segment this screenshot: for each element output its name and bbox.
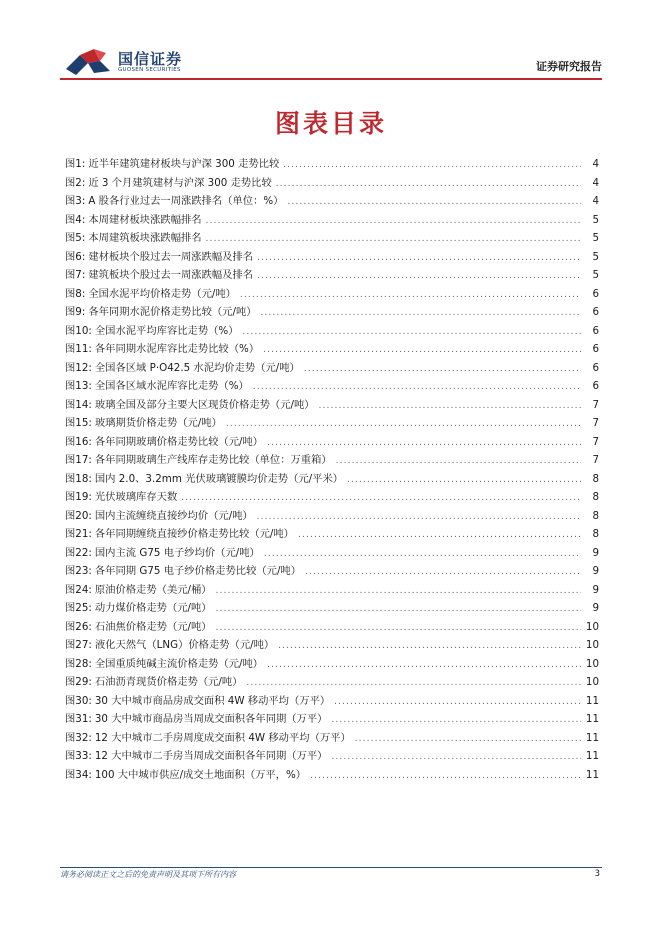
toc-figure-label: 图19:	[65, 491, 92, 503]
toc-entry[interactable]	[65, 636, 599, 655]
page-header	[0, 0, 662, 82]
report-type-label: 证券研究报告	[536, 60, 602, 73]
toc-entry[interactable]	[65, 414, 599, 433]
toc-page-number: 11	[585, 713, 599, 725]
toc-page-number: 5	[592, 213, 599, 226]
toc-entry[interactable]	[65, 673, 599, 692]
toc-figure-title: 液化天然气（LNG）价格走势（元/吨）	[94, 639, 275, 651]
toc-entry[interactable]	[65, 710, 599, 729]
toc-page-number: 9	[592, 602, 599, 614]
toc-figure-label: 图23:	[65, 565, 92, 577]
toc-figure-title: 各年同期水泥价格走势比较（元/吨）	[88, 306, 257, 318]
toc-entry[interactable]	[65, 266, 599, 285]
toc-figure-label: 图24:	[65, 583, 92, 596]
toc-dot-leader	[206, 230, 581, 249]
toc-page-number: 9	[592, 565, 599, 577]
toc-entry[interactable]	[65, 599, 599, 618]
toc-entry[interactable]	[65, 359, 599, 378]
toc-figure-label: 图32:	[65, 731, 92, 744]
toc-page-number: 7	[592, 417, 599, 429]
toc-dot-leader	[216, 619, 581, 638]
toc-entry[interactable]	[65, 322, 599, 341]
toc-figure-label: 图6:	[65, 250, 86, 263]
toc-figure-title: 动力煤价格走势（元/吨）	[94, 602, 212, 614]
toc-page-number: 8	[592, 472, 599, 485]
toc-entry[interactable]	[65, 507, 599, 526]
toc-figure-label: 图2:	[65, 176, 86, 189]
toc-dot-leader	[304, 360, 581, 379]
toc-dot-leader	[181, 489, 581, 508]
toc-page-number: 5	[592, 232, 599, 244]
toc-entry[interactable]	[65, 303, 599, 322]
toc-dot-leader	[257, 508, 581, 527]
toc-entry[interactable]	[65, 211, 599, 230]
toc-dot-leader	[276, 175, 581, 194]
toc-figure-label: 图12:	[65, 361, 92, 374]
toc-figure-title: 全国水泥平均价格走势（元/吨）	[88, 287, 236, 300]
toc-figure-title: 近半年建筑建材板块与沪深 300 走势比较	[88, 158, 280, 170]
toc-page-number: 9	[592, 583, 599, 596]
toc-figure-title: 国内主流 G75 电子纱均价（元/吨）	[94, 546, 260, 559]
toc-figure-title: 30 大中城市商品房当周成交面积各年同期（万平）	[94, 713, 328, 725]
toc-figure-label: 图14:	[65, 398, 92, 411]
toc-figure-title: 建材板块个股过去一周涨跌幅及排名	[88, 250, 254, 263]
toc-figure-label: 图28:	[65, 657, 92, 670]
toc-figure-label: 图16:	[65, 435, 92, 448]
toc-dot-leader	[267, 656, 581, 675]
toc-dot-leader	[257, 267, 581, 286]
toc-figure-title: 12 大中城市二手房周度成交面积 4W 移动平均（万平）	[94, 731, 351, 744]
toc-entry[interactable]	[65, 340, 599, 359]
toc-dot-leader	[283, 156, 581, 175]
toc-figure-title: 国内主流缠绕直接纱均价（元/吨）	[94, 509, 253, 522]
toc-dot-leader	[278, 637, 581, 656]
toc-figure-label: 图3:	[65, 195, 86, 207]
toc-page-number: 6	[592, 380, 599, 392]
toc-page-number: 10	[585, 657, 599, 670]
toc-page-number: 8	[592, 528, 599, 540]
toc-figure-label: 图21:	[65, 528, 92, 540]
toc-dot-leader	[264, 545, 581, 564]
page-title: 图表目录	[274, 109, 387, 138]
toc-page-number: 11	[585, 768, 599, 781]
toc-figure-title: 玻璃全国及部分主要大区现货价格走势（元/吨）	[94, 398, 315, 411]
toc-entry[interactable]	[65, 692, 599, 711]
toc-entry[interactable]	[65, 433, 599, 452]
toc-entry[interactable]	[65, 581, 599, 600]
toc-figure-label: 图17:	[65, 454, 92, 466]
toc-dot-leader	[287, 193, 581, 212]
toc-figure-title: 全国重质纯碱主流价格走势（元/吨）	[94, 657, 264, 670]
toc-page-number: 10	[585, 620, 599, 633]
toc-figure-label: 图29:	[65, 676, 92, 688]
toc-dot-leader	[334, 693, 581, 712]
toc-figure-label: 图34:	[65, 768, 92, 781]
toc-figure-label: 图13:	[65, 380, 92, 392]
toc-page-number: 4	[592, 195, 599, 207]
toc-page-number: 7	[592, 398, 599, 411]
toc-dot-leader	[253, 378, 581, 397]
toc-entry[interactable]	[65, 488, 599, 507]
toc-entry[interactable]	[65, 377, 599, 396]
toc-figure-label: 图4:	[65, 213, 86, 226]
toc-figure-label: 图18:	[65, 472, 92, 485]
toc-dot-leader	[226, 415, 581, 434]
toc-figure-label: 图22:	[65, 546, 92, 559]
figure-toc-list	[65, 155, 599, 784]
toc-entry[interactable]	[65, 451, 599, 470]
toc-dot-leader	[240, 286, 581, 305]
toc-page-number: 11	[585, 750, 599, 762]
toc-entry[interactable]	[65, 192, 599, 211]
toc-figure-title: 石油沥青现货价格走势（元/吨）	[94, 676, 243, 688]
toc-dot-leader	[216, 582, 581, 601]
toc-dot-leader	[336, 452, 581, 471]
toc-dot-leader	[355, 730, 581, 749]
brand-name-cn: 国信证券	[118, 50, 183, 68]
toc-entry[interactable]	[65, 470, 599, 489]
toc-figure-title: 各年同期玻璃价格走势比较（元/吨）	[94, 435, 264, 448]
toc-page-number: 8	[592, 509, 599, 522]
toc-figure-title: 全国各区域 P·O42.5 水泥均价走势（元/吨）	[94, 361, 300, 374]
toc-dot-leader	[261, 304, 581, 323]
toc-figure-label: 图20:	[65, 509, 92, 522]
toc-entry[interactable]	[65, 396, 599, 415]
toc-figure-label: 图8:	[65, 287, 86, 300]
toc-entry[interactable]	[65, 174, 599, 193]
toc-dot-leader	[247, 674, 582, 693]
toc-figure-label: 图10:	[65, 324, 92, 337]
toc-figure-label: 图25:	[65, 602, 92, 614]
toc-entry[interactable]	[65, 729, 599, 748]
toc-figure-title: 建筑板块个股过去一周涨跌幅及排名	[88, 269, 254, 281]
toc-figure-title: 本周建筑板块涨跌幅排名	[88, 232, 202, 244]
toc-page-number: 11	[585, 694, 599, 707]
toc-figure-title: A 股各行业过去一周涨跌排名（单位：%）	[88, 195, 284, 207]
toc-figure-label: 图30:	[65, 694, 92, 707]
brand-name-en: GUOSEN SECURITIES	[118, 67, 181, 73]
toc-entry[interactable]	[65, 766, 599, 785]
toc-figure-title: 各年同期缠绕直接纱价格走势比较（元/吨）	[94, 528, 294, 540]
toc-page-number: 6	[592, 343, 599, 355]
toc-figure-title: 玻璃期货价格走势（元/吨）	[94, 417, 222, 429]
toc-dot-leader	[331, 711, 581, 730]
toc-page-number: 10	[585, 676, 599, 688]
toc-figure-title: 光伏玻璃库存天数	[94, 491, 178, 503]
toc-page-number: 5	[592, 250, 599, 263]
toc-figure-title: 各年同期水泥库容比走势比较（%）	[94, 343, 260, 355]
toc-page-number: 8	[592, 491, 599, 503]
toc-figure-title: 全国各区域水泥库容比走势（%）	[94, 380, 249, 392]
toc-entry[interactable]	[65, 229, 599, 248]
toc-figure-label: 图7:	[65, 269, 86, 281]
toc-dot-leader	[319, 397, 581, 416]
toc-figure-label: 图11:	[65, 343, 92, 355]
toc-figure-title: 全国水泥平均库容比走势（%）	[94, 324, 239, 337]
toc-dot-leader	[310, 767, 581, 786]
toc-page-number: 5	[592, 269, 599, 281]
toc-figure-label: 图15:	[65, 417, 92, 429]
toc-dot-leader	[298, 526, 581, 545]
toc-figure-title: 近 3 个月建筑建材与沪深 300 走势比较	[88, 176, 272, 189]
header-divider	[60, 78, 602, 80]
guosen-logo-icon	[66, 47, 112, 77]
toc-figure-title: 石油焦价格走势（元/吨）	[94, 620, 212, 633]
toc-figure-label: 图26:	[65, 620, 92, 633]
toc-entry[interactable]	[65, 285, 599, 304]
toc-dot-leader	[305, 563, 581, 582]
toc-figure-title: 30 大中城市商品房成交面积 4W 移动平均（万平）	[94, 694, 331, 707]
footer-disclaimer: 请务必阅读正文之后的免责声明及其项下所有内容	[60, 870, 236, 879]
toc-figure-title: 100 大中城市供应/成交土地面积（万平，%）	[94, 768, 307, 781]
toc-figure-label: 图5:	[65, 232, 86, 244]
toc-entry[interactable]	[65, 655, 599, 674]
toc-page-number: 10	[585, 639, 599, 651]
toc-figure-title: 各年同期 G75 电子纱价格走势比较（元/吨）	[94, 565, 302, 577]
page-number: 3	[594, 869, 600, 879]
toc-figure-title: 国内 2.0、3.2mm 光伏玻璃镀膜均价走势（元/平米）	[94, 472, 344, 485]
toc-dot-leader	[331, 748, 581, 767]
toc-page-number: 6	[592, 361, 599, 374]
toc-figure-title: 各年同期玻璃生产线库存走势比较（单位：万重箱）	[94, 454, 332, 466]
toc-figure-title: 本周建材板块涨跌幅排名	[88, 213, 202, 226]
toc-dot-leader	[267, 434, 581, 453]
toc-entry[interactable]	[65, 525, 599, 544]
toc-dot-leader	[263, 341, 581, 360]
toc-entry[interactable]	[65, 248, 599, 267]
toc-dot-leader	[257, 249, 581, 268]
toc-entry[interactable]	[65, 747, 599, 766]
toc-page-number: 6	[592, 287, 599, 300]
toc-entry[interactable]	[65, 562, 599, 581]
toc-dot-leader	[243, 323, 581, 342]
toc-figure-label: 图1:	[65, 158, 86, 170]
toc-dot-leader	[206, 212, 581, 231]
toc-entry[interactable]	[65, 544, 599, 563]
footer-divider	[60, 867, 602, 868]
toc-page-number: 4	[592, 176, 599, 189]
toc-figure-title: 12 大中城市二手房当周成交面积各年同期（万平）	[94, 750, 328, 762]
toc-dot-leader	[347, 471, 581, 490]
toc-page-number: 4	[592, 158, 599, 170]
toc-figure-title: 原油价格走势（美元/桶）	[94, 583, 212, 596]
toc-page-number: 9	[592, 546, 599, 559]
toc-page-number: 6	[592, 324, 599, 337]
toc-entry[interactable]	[65, 155, 599, 174]
toc-page-number: 7	[592, 454, 599, 466]
toc-entry[interactable]	[65, 618, 599, 637]
toc-figure-label: 图31:	[65, 713, 92, 725]
toc-figure-label: 图33:	[65, 750, 92, 762]
toc-figure-label: 图9:	[65, 306, 86, 318]
toc-page-number: 11	[585, 731, 599, 744]
toc-figure-label: 图27:	[65, 639, 92, 651]
toc-page-number: 7	[592, 435, 599, 448]
toc-page-number: 6	[592, 306, 599, 318]
toc-dot-leader	[216, 600, 581, 619]
